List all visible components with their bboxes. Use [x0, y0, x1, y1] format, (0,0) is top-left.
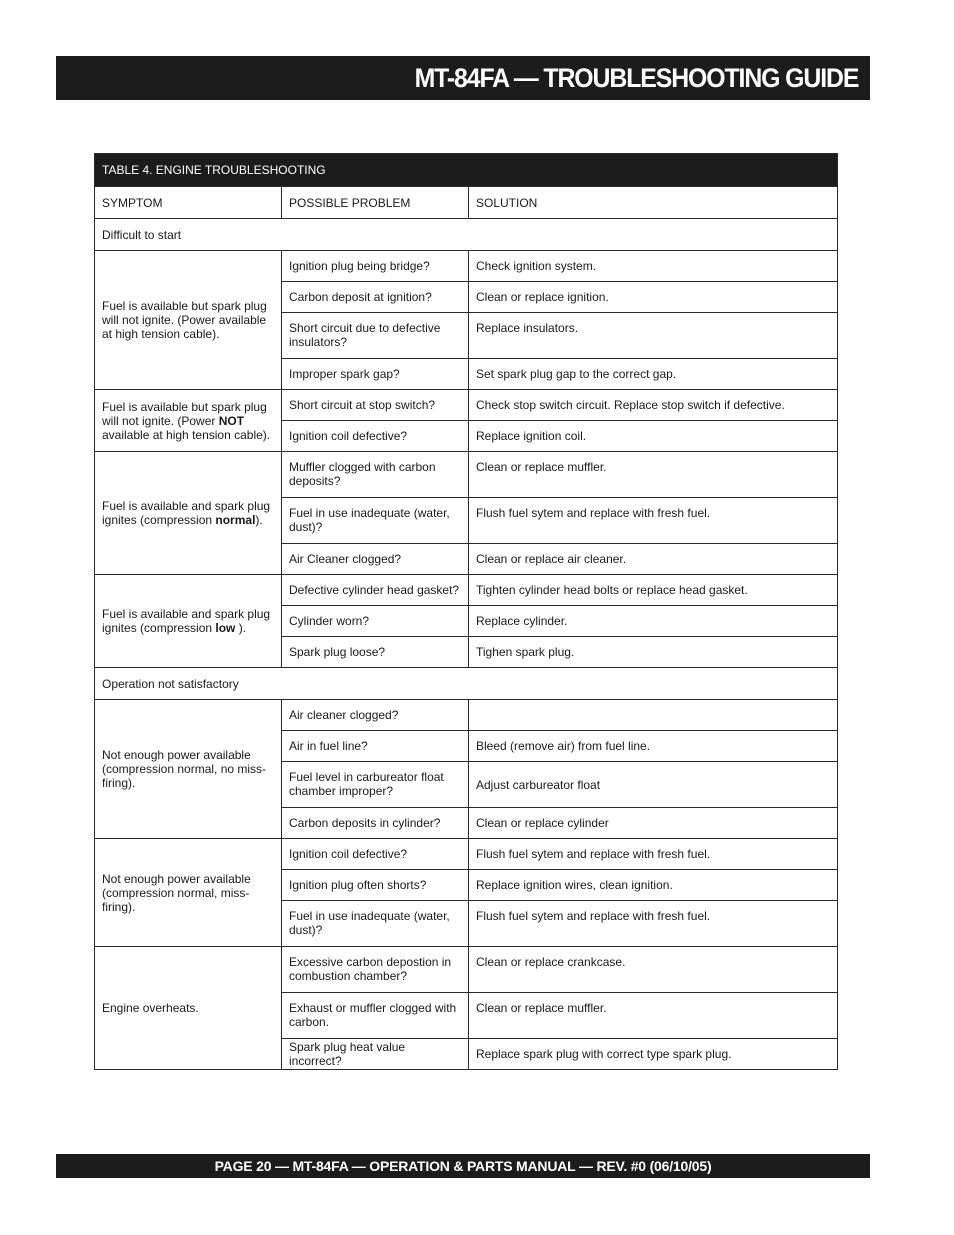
symptom-text: ).: [235, 621, 247, 635]
solution-cell: Flush fuel sytem and replace with fresh fuel.: [469, 498, 838, 544]
symptom-cell: Not enough power available (compression normal, miss-firing).: [95, 839, 282, 947]
page-header: [56, 56, 870, 100]
symptom-cell: Fuel is available but spark plug will not ignite. (Power available at high tension cable).: [95, 251, 282, 390]
solution-cell: Clean or replace muffler.: [469, 452, 838, 498]
problem-cell: Improper spark gap?: [282, 359, 469, 390]
problem-cell: Spark plug heat value incorrect?: [282, 1039, 469, 1070]
symptom-text: available at high tension cable).: [102, 427, 271, 442]
problem-cell: Muffler clogged with carbon deposits?: [282, 452, 469, 498]
solution-cell: Set spark plug gap to the correct gap.: [469, 359, 838, 390]
problem-cell: Fuel level in carbureator float chamber improper?: [282, 762, 469, 808]
table-row: [95, 575, 838, 606]
solution-cell: Clean or replace crankcase.: [469, 947, 838, 993]
symptom-text: Fuel is available but spark plug will not ignite. (Power: [102, 399, 267, 428]
problem-cell: Ignition coil defective?: [282, 421, 469, 452]
table-header-row: [95, 187, 838, 219]
table-row: [95, 839, 838, 870]
solution-cell: Replace ignition coil.: [469, 421, 838, 452]
table-row: [95, 251, 838, 282]
symptom-text: ).: [255, 513, 263, 527]
solution-cell: Replace cylinder.: [469, 606, 838, 637]
table-row: [95, 947, 838, 993]
page-title: MT-84FA — TROUBLESHOOTING GUIDE: [414, 62, 858, 93]
problem-cell: Carbon deposit at ignition?: [282, 282, 469, 313]
symptom-cell: [95, 452, 282, 575]
table-caption: TABLE 4. ENGINE TROUBLESHOOTING: [95, 154, 838, 187]
problem-cell: Exhaust or muffler clogged with carbon.: [282, 993, 469, 1039]
section-label: Difficult to start: [95, 219, 838, 251]
table-caption-row: [95, 154, 838, 187]
solution-cell: Tighten cylinder head bolts or replace head gasket.: [469, 575, 838, 606]
solution-cell: Clean or replace air cleaner.: [469, 544, 838, 575]
problem-cell: Air in fuel line?: [282, 731, 469, 762]
problem-cell: Fuel in use inadequate (water, dust)?: [282, 901, 469, 947]
solution-cell: Clean or replace ignition.: [469, 282, 838, 313]
problem-cell: Short circuit at stop switch?: [282, 390, 469, 421]
table-row: [95, 390, 838, 421]
problem-cell: Air cleaner clogged?: [282, 700, 469, 731]
symptom-emphasis: normal: [215, 513, 256, 527]
symptom-cell: Engine overheats.: [95, 947, 282, 1070]
table-row: [95, 700, 838, 731]
symptom-text: Fuel is available and spark plug ignites (compression: [102, 499, 271, 527]
column-header-symptom: SYMPTOM: [95, 187, 282, 219]
column-header-possible-problem: POSSIBLE PROBLEM: [282, 187, 469, 219]
section-label: Operation not satisfactory: [95, 668, 838, 700]
solution-cell: Flush fuel sytem and replace with fresh fuel.: [469, 901, 838, 947]
symptom-text: Fuel is available and spark plug ignites (compression: [102, 607, 271, 635]
problem-cell: Cylinder worn?: [282, 606, 469, 637]
solution-cell: Flush fuel sytem and replace with fresh fuel.: [469, 839, 838, 870]
table-row: [95, 452, 838, 498]
engine-troubleshooting-table: [94, 153, 838, 1070]
solution-cell: Clean or replace cylinder: [469, 808, 838, 839]
footer-text: PAGE 20 — MT-84FA — OPERATION & PARTS MANUAL — REV. #0 (06/10/05): [214, 1158, 712, 1174]
solution-cell: Tighen spark plug.: [469, 637, 838, 668]
problem-cell: Ignition plug often shorts?: [282, 870, 469, 901]
solution-cell: Check ignition system.: [469, 251, 838, 282]
page-footer: [56, 1154, 870, 1178]
solution-cell: Replace insulators.: [469, 313, 838, 359]
solution-cell: [469, 700, 838, 731]
solution-cell: Clean or replace muffler.: [469, 993, 838, 1039]
section-row: [95, 668, 838, 700]
solution-cell: Replace ignition wires, clean ignition.: [469, 870, 838, 901]
problem-cell: Carbon deposits in cylinder?: [282, 808, 469, 839]
solution-cell: Check stop switch circuit. Replace stop switch if defective.: [469, 390, 838, 421]
problem-cell: Short circuit due to defective insulators?: [282, 313, 469, 359]
symptom-cell: Not enough power available (compression normal, no miss-firing).: [95, 700, 282, 839]
symptom-emphasis: NOT: [218, 413, 245, 428]
problem-cell: Ignition plug being bridge?: [282, 251, 469, 282]
section-row: [95, 219, 838, 251]
symptom-cell: [95, 575, 282, 668]
problem-cell: Fuel in use inadequate (water, dust)?: [282, 498, 469, 544]
solution-cell: Bleed (remove air) from fuel line.: [469, 731, 838, 762]
problem-cell: Spark plug loose?: [282, 637, 469, 668]
problem-cell: Defective cylinder head gasket?: [282, 575, 469, 606]
solution-cell: Adjust carbureator float: [469, 762, 838, 808]
problem-cell: Air Cleaner clogged?: [282, 544, 469, 575]
symptom-cell: [95, 390, 282, 452]
problem-cell: Ignition coil defective?: [282, 839, 469, 870]
symptom-emphasis: low: [215, 621, 236, 635]
problem-cell: Excessive carbon depostion in combustion chamber?: [282, 947, 469, 993]
solution-cell: Replace spark plug with correct type spark plug.: [469, 1039, 838, 1070]
column-header-solution: SOLUTION: [469, 187, 838, 219]
